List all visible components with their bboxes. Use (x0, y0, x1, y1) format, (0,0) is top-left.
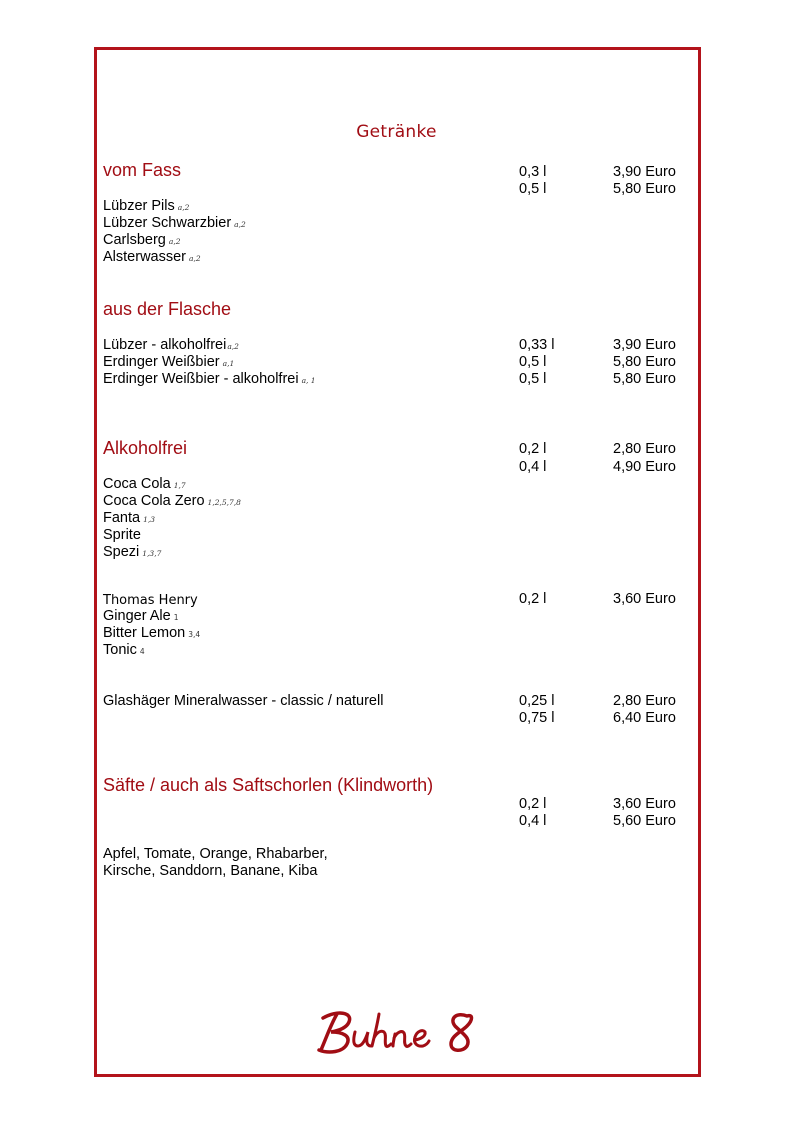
price-label: 3,90 Euro (613, 164, 676, 180)
size-label: 0,25 l (519, 693, 555, 709)
allergen-note: 1,7 (173, 481, 186, 490)
allergen-note: a, 1 (301, 376, 316, 385)
list-item (103, 198, 189, 216)
size-label: 0,4 l (519, 813, 547, 829)
item-name: Bitter Lemon (103, 625, 186, 641)
size-label: 0,5 l (519, 181, 547, 197)
item-name: Sprite (103, 527, 141, 543)
list-item (103, 544, 161, 562)
allergen-note: 1,3 (143, 515, 156, 524)
list-item (103, 232, 181, 250)
allergen-note: 3,4 (188, 630, 201, 639)
list-item (103, 625, 200, 643)
list-item (103, 476, 186, 494)
list-item (103, 608, 179, 626)
list-item (103, 642, 145, 660)
section-heading-alkoholfrei: Alkoholfrei (103, 438, 188, 458)
item-name: Fanta (103, 510, 141, 526)
list-item (103, 510, 155, 528)
price-label: 2,80 Euro (613, 693, 676, 709)
price-label: 5,80 Euro (613, 354, 676, 370)
size-label: 0,2 l (519, 591, 547, 607)
list-item (103, 337, 239, 355)
item-name: Coca Cola Zero (103, 493, 205, 509)
juice-list-line: Kirsche, Sanddorn, Banane, Kiba (103, 863, 318, 879)
allergen-note: 1 (173, 613, 179, 622)
allergen-note: a,2 (189, 254, 201, 263)
size-label: 0,2 l (519, 441, 547, 457)
list-item (103, 371, 316, 389)
size-label: 0,5 l (519, 371, 547, 387)
item-name: Coca Cola (103, 476, 171, 492)
mineral-water-item: Glashäger Mineralwasser - classic / naturell (103, 693, 384, 709)
item-name: Alsterwasser (103, 249, 186, 265)
restaurant-logo (0, 1006, 793, 1065)
price-label: 3,60 Euro (613, 796, 676, 812)
allergen-note: a,2 (177, 203, 190, 212)
item-name: Erdinger Weißbier (103, 354, 220, 370)
item-name: Lübzer - alkoholfrei (103, 337, 227, 353)
item-name: Carlsberg (103, 232, 166, 248)
size-label: 0,5 l (519, 354, 547, 370)
price-label: 5,60 Euro (613, 813, 676, 829)
item-name: Spezi (103, 544, 140, 560)
item-name: Lübzer Pils (103, 198, 175, 214)
price-label: 3,60 Euro (613, 591, 676, 607)
allergen-note: a,1 (222, 359, 235, 368)
allergen-note: a,2 (168, 237, 181, 246)
section-heading-saefte: Säfte / auch als Saftschorlen (Klindworth) (103, 775, 434, 795)
item-name: Ginger Ale (103, 608, 171, 624)
price-label: 2,80 Euro (613, 441, 676, 457)
price-label: 5,80 Euro (613, 181, 676, 197)
list-item (103, 493, 241, 511)
price-label: 6,40 Euro (613, 710, 676, 726)
size-label: 0,2 l (519, 796, 547, 812)
page-title: Getränke (356, 122, 437, 142)
section-heading-flasche: aus der Flasche (103, 299, 232, 319)
allergen-note: 1,3,7 (142, 549, 162, 558)
size-label: 0,33 l (519, 337, 555, 353)
section-heading-vom-fass: vom Fass (103, 160, 182, 180)
list-item (103, 354, 234, 372)
juice-list-line: Apfel, Tomate, Orange, Rhabarber, (103, 846, 328, 862)
item-name: Tonic (103, 642, 137, 658)
allergen-note: a,2 (234, 220, 246, 229)
logo-script-graphic (307, 1006, 487, 1060)
size-label: 0,4 l (519, 459, 547, 475)
allergen-note: a,2 (227, 342, 239, 351)
list-item (103, 215, 246, 233)
list-item (103, 527, 144, 545)
brand-heading-thomas-henry: Thomas Henry (103, 593, 198, 608)
price-label: 4,90 Euro (613, 459, 676, 475)
price-label: 3,90 Euro (613, 337, 676, 353)
size-label: 0,75 l (519, 710, 555, 726)
size-label: 0,3 l (519, 164, 547, 180)
item-name: Erdinger Weißbier - alkoholfrei (103, 371, 299, 387)
item-name: Lübzer Schwarzbier (103, 215, 232, 231)
list-item (103, 249, 201, 267)
price-label: 5,80 Euro (613, 371, 676, 387)
allergen-note: 4 (139, 647, 145, 656)
allergen-note: 1,2,5,7,8 (207, 498, 241, 507)
